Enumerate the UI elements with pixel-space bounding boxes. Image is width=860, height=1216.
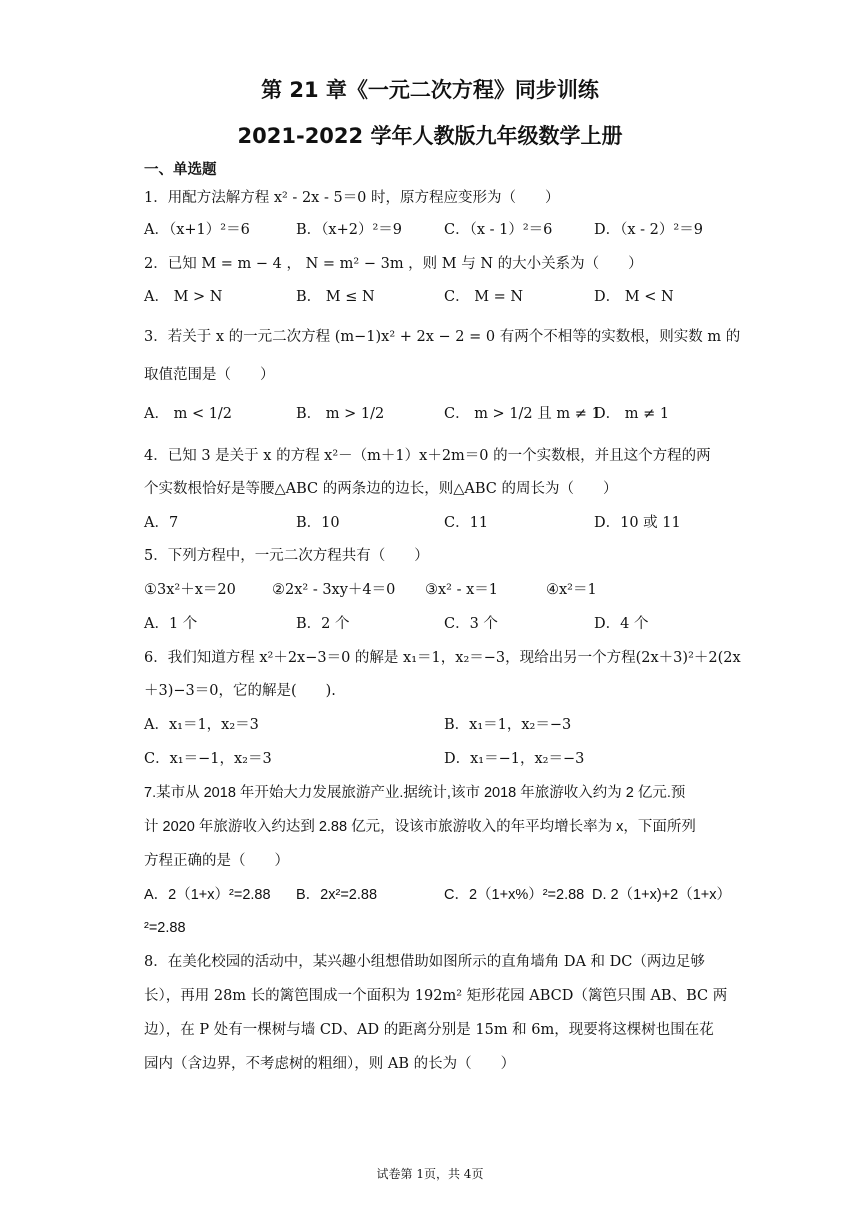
q7-option-d: D. 2（1+x)+2（1+x） xyxy=(592,887,732,903)
question-3-stem: 3．若关于 x 的一元二次方程 (m−1)x² + 2x − 2 = 0 有两个不相等的实数根，则实数 m 的 xyxy=(144,329,741,345)
q3-option-d: D． m ≠ 1 xyxy=(594,406,670,422)
question-7-stem-cont: 计 2020 年旅游收入约达到 2.88 亿元，设该市旅游收入的年平均增长率为 x，下面所列 xyxy=(144,819,696,835)
page-title: 第 21 章《一元二次方程》同步训练 xyxy=(261,78,599,102)
q1-option-b: B．（x+2）²＝9 xyxy=(296,222,402,238)
q3-option-a: A． m < 1/2 xyxy=(144,406,233,422)
q2-option-c: C． M = N xyxy=(444,289,524,305)
question-2-stem: 2．已知 M = m − 4 ， N = m² − 3m ，则 M 与 N 的大小关系为（ ） xyxy=(144,256,643,272)
q1-option-d: D．（x - 2）²＝9 xyxy=(594,222,703,238)
question-8-stem: 8．在美化校园的活动中，某兴趣小组想借助如图所示的直角墙角 DA 和 DC（两边足够 xyxy=(144,954,705,970)
q5-option-a: A．1 个 xyxy=(144,616,198,632)
section-heading: 一、单选题 xyxy=(144,162,217,178)
question-8-stem-cont: 长），再用 28m 长的篱笆围成一个面积为 192m² 矩形花园 ABCD（篱笆只围 AB、BC 两 xyxy=(144,988,728,1004)
q3-option-c: C． m > 1/2 且 m ≠ 1 xyxy=(444,406,601,422)
question-7-stem-cont-2: 方程正确的是（ ） xyxy=(144,853,289,869)
question-7-stem: 7.某市从 2018 年开始大力发展旅游产业.据统计,该市 2018 年旅游收入约为 2 亿元.预 xyxy=(144,785,686,801)
page-subtitle: 2021-2022 学年人教版九年级数学上册 xyxy=(237,124,623,148)
q7-option-a: A．2（1+x）²=2.88 xyxy=(144,887,271,903)
question-4-stem: 4．已知 3 是关于 x 的方程 x²－（m＋1）x＋2m＝0 的一个实数根，并且这个方程的两 xyxy=(144,448,711,464)
question-4-stem-cont: 个实数根恰好是等腰△ABC 的两条边的边长，则△ABC 的周长为（ ） xyxy=(144,481,618,497)
q6-option-b: B．x₁＝1，x₂＝−3 xyxy=(444,717,572,733)
q5-item-1: ①3x²＋x＝20 xyxy=(144,582,236,598)
q5-option-c: C．3 个 xyxy=(444,616,498,632)
question-5-stem: 5．下列方程中，一元二次方程共有（ ） xyxy=(144,548,429,564)
question-1-stem: 1．用配方法解方程 x² - 2x - 5＝0 时，原方程应变形为（ ） xyxy=(144,190,560,206)
q5-option-d: D．4 个 xyxy=(594,616,649,632)
question-8-stem-cont-2: 边），在 P 处有一棵树与墙 CD、AD 的距离分别是 15m 和 6m，现要将这棵树也围在花 xyxy=(144,1022,714,1038)
q4-option-c: C．11 xyxy=(444,515,489,531)
q6-option-c: C．x₁＝−1，x₂＝3 xyxy=(144,751,272,767)
q5-option-b: B．2 个 xyxy=(296,616,350,632)
q5-item-3: ③x² - x＝1 xyxy=(425,582,499,598)
q3-option-b: B． m > 1/2 xyxy=(296,406,385,422)
question-8-stem-cont-3: 园内（含边界，不考虑树的粗细），则 AB 的长为（ ） xyxy=(144,1056,516,1072)
question-6-stem-cont: ＋3)−3＝0，它的解是( ). xyxy=(144,683,336,699)
question-6-stem: 6．我们知道方程 x²＋2x−3＝0 的解是 x₁＝1，x₂＝−3，现给出另一个方程(2x＋3)²＋2(2x xyxy=(144,650,741,666)
q2-option-d: D． M < N xyxy=(594,289,674,305)
q7-option-c: C．2（1+x%）²=2.88 xyxy=(444,887,585,903)
q2-option-b: B． M ≤ N xyxy=(296,289,375,305)
q7-option-d-wrap: ²=2.88 xyxy=(144,920,186,936)
q2-option-a: A． M > N xyxy=(144,289,223,305)
page-footer: 试卷第 1页，共 4页 xyxy=(376,1167,484,1181)
q4-option-b: B．10 xyxy=(296,515,340,531)
q6-option-d: D．x₁＝−1，x₂＝−3 xyxy=(444,751,585,767)
q6-option-a: A．x₁＝1，x₂＝3 xyxy=(144,717,259,733)
q7-option-b: B．2x²=2.88 xyxy=(296,887,378,903)
q1-option-a: A．（x+1）²＝6 xyxy=(144,222,250,238)
q1-option-c: C．（x - 1）²＝6 xyxy=(444,222,553,238)
q5-item-4: ④x²＝1 xyxy=(546,582,597,598)
q5-item-2: ②2x² - 3xy＋4＝0 xyxy=(272,582,396,598)
question-3-stem-cont: 取值范围是（ ） xyxy=(144,367,275,383)
q4-option-d: D．10 或 11 xyxy=(594,515,681,531)
q4-option-a: A．7 xyxy=(144,515,179,531)
